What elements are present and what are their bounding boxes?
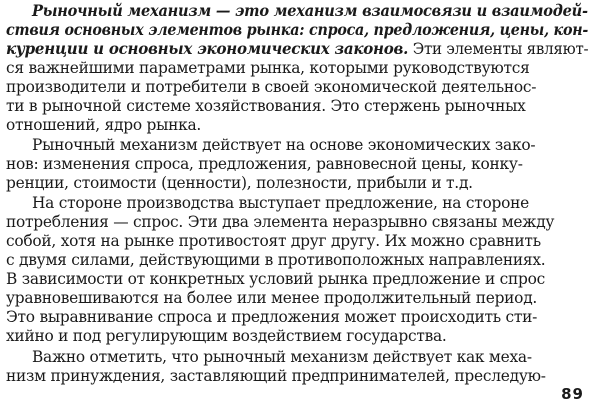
- line-text: В зависимости от конкретных условий рынка предложение и спрос: [6, 270, 545, 288]
- line-text: собой, хотя на рынке противостоят друг другу. Их можно сравнить: [6, 232, 541, 250]
- line-text: уравновешиваются на более или менее продолжительный период.: [6, 289, 538, 307]
- page-number: 89: [561, 385, 584, 403]
- text-line: [6, 232, 541, 250]
- line-text: Эти элементы являют-: [408, 40, 589, 58]
- book-page: [6, 0, 588, 409]
- line-text: хийно и под регулирующим воздействием государства.: [6, 327, 447, 345]
- text-line: [6, 174, 473, 192]
- line-text: На стороне производства выступает предложение, на стороне: [32, 194, 529, 212]
- text-line: [32, 136, 535, 154]
- bold-term: ствия основных элементов рынка: спроса, предложения, цены, кон-: [6, 21, 589, 39]
- text-line: [6, 78, 536, 96]
- text-line: [6, 40, 588, 58]
- text-line: [6, 21, 588, 39]
- line-text: Рыночный механизм действует на основе экономических зако-: [32, 136, 536, 154]
- text-line: [6, 270, 545, 288]
- text-line: [6, 289, 537, 307]
- text-line: [6, 213, 554, 231]
- line-text: ся важнейшими параметрами рынка, которыми руководствуются: [6, 59, 530, 77]
- text-line: [6, 116, 201, 134]
- line-text: ти в рыночной системе хозяйствования. Это стержень рыночных: [6, 97, 526, 115]
- text-line: [6, 327, 447, 345]
- bold-term: куренции и основных экономических законов.: [6, 40, 409, 58]
- text-line: [6, 367, 546, 385]
- line-text: ренции, стоимости (ценности), полезности, прибыли и т.д.: [6, 174, 473, 192]
- line-text: с двумя силами, действующими в противоположных направлениях.: [6, 251, 546, 269]
- text-line: [6, 308, 537, 326]
- text-line: [6, 97, 526, 115]
- text-line: [32, 2, 588, 20]
- text-line: [6, 155, 523, 173]
- line-text: потребления — спрос. Эти два элемента неразрывно связаны между: [6, 213, 555, 231]
- line-text: производители и потребители в своей экономической деятельнос-: [6, 78, 537, 96]
- text-line: [6, 59, 530, 77]
- bold-term: Рыночный механизм — это механизм взаимосвязи и взаимодей-: [32, 2, 588, 20]
- line-text: отношений, ядро рынка.: [6, 116, 202, 134]
- line-text: нов: изменения спроса, предложения, равновесной цены, конку-: [6, 155, 523, 173]
- text-line: [32, 194, 529, 212]
- line-text: низм принуждения, заставляющий предпринимателей, преследую-: [6, 367, 546, 385]
- line-text: Важно отметить, что рыночный механизм действует как меха-: [32, 348, 532, 366]
- text-line: [6, 251, 545, 269]
- line-text: Это выравнивание спроса и предложения может происходить сти-: [6, 308, 538, 326]
- text-line: [32, 348, 532, 366]
